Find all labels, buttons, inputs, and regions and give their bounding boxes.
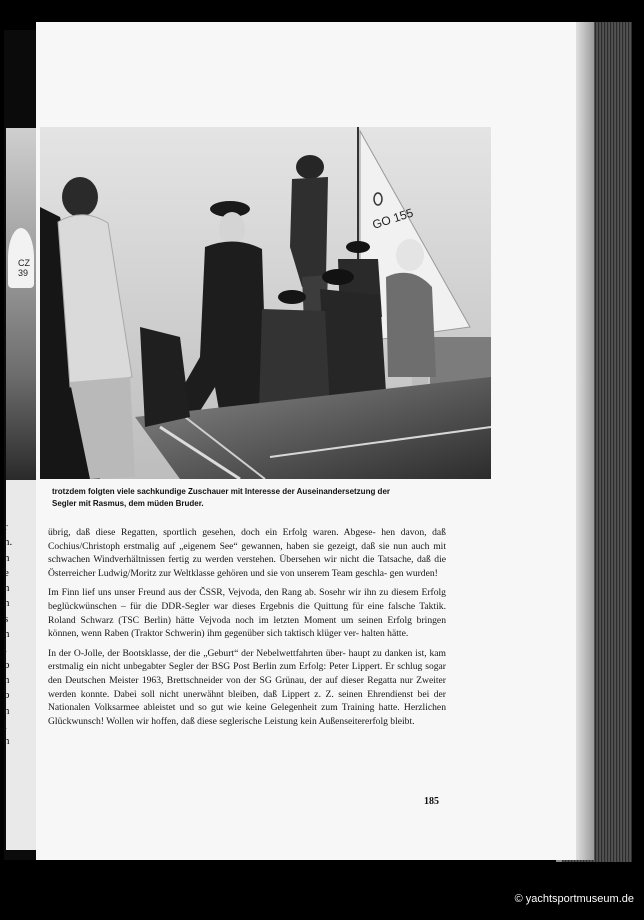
text-line: Im Finn lief uns unser Freund aus der ČSSR, Vejvoda, den Rang ab. Sosehr: [48, 587, 346, 599]
left-page-text: [4, 520, 26, 749]
left-page-letter: b: [4, 689, 10, 702]
text-line: Post Berlin zum Erfolg: Peter Lippert. Er schlug sogar den Deutschen Meister: [48, 661, 447, 686]
left-page-letter: b: [4, 658, 10, 671]
paragraph: [48, 526, 446, 580]
left-page-letter: n: [4, 673, 10, 686]
left-page-letter: n: [4, 597, 10, 610]
left-page-letter: n: [4, 735, 10, 748]
left-page-letter: n: [4, 582, 10, 595]
left-sail-mark-2: 39: [18, 268, 29, 278]
text-line: haupt zu danken ist, kam erstmalig ein nicht unbegabter Segler der BSG: [48, 647, 446, 673]
page-number: 185: [424, 796, 439, 807]
text-line: Ergebnis die Quittung für eine falsche Taktik. Roland Schwarz (TSC Berlin): [48, 600, 446, 626]
left-sail: [8, 228, 34, 288]
page-gutter-shadow: [576, 22, 594, 860]
photo-caption: [52, 486, 448, 510]
left-page-letter: i: [4, 719, 8, 732]
text-line: haben sie gezeigt, daß sie nun auch mit schwachen Windverhältnissen fertig: [48, 540, 446, 566]
left-page-letter: s: [4, 612, 9, 625]
left-page-letter: h: [4, 551, 10, 564]
regatta-photo: [40, 127, 491, 479]
text-line: Gelegenheit zum Training hatte. Herzlichen Glückwunsch! Wollen wir hoffen,: [48, 702, 446, 727]
text-line: 1963, Brettschneider von der SG Grünau, der auf dieser Regatta nur Zweiter: [141, 674, 447, 686]
left-page-letter: r: [4, 521, 8, 533]
text-line: hen davon, daß Cochius/Christoph erstmalig auf „eigenem See“ gewannen,: [48, 527, 446, 552]
caption-line: trotzdem folgten viele sachkundige Zuschauer mit Interesse der Auseinandersetzung der: [52, 487, 391, 496]
text-line: In der O-Jolle, der Bootsklasse, der die „Geburt“ der Nebelwettfahrten über-: [48, 647, 346, 659]
left-page-letter: n.: [4, 536, 13, 549]
paragraph: [48, 586, 446, 640]
text-line: werden konnte. Dabei soll nicht unerwähnt bleiben, daß Lippert z. Z. seinen: [48, 688, 363, 700]
copyright-watermark: © yachtsportmuseum.de: [514, 893, 634, 905]
text-line: hätte Vejvoda noch im letzten Moment um seinen Erfolg bringen können,: [48, 614, 446, 640]
sail-number: GO 155: [370, 205, 415, 232]
text-line: Ehrendienst bei der Nationalen Volksarmee ableistet und so gut wie keine: [48, 688, 446, 714]
left-neighbour-photo: [6, 128, 36, 480]
left-sail-mark-1: CZ: [18, 258, 30, 268]
caption-line: Segler mit Rasmus, dem müden Bruder.: [52, 499, 204, 508]
paragraph: [48, 647, 446, 729]
text-line: daß diese seglerische Leistung kein Außenseitererfolg bleibt.: [180, 715, 415, 727]
text-line: wir ihn zu diesem Erfolg beglückwünschen – für die DDR-Segler war dieses: [48, 587, 446, 612]
text-line: zu werden verstehen. Übersehen wir nicht die Tatsache, daß die Österreicher: [48, 554, 446, 579]
text-line: Ludwig/Moritz zur Weltklasse gehören und sie von unserem Team geschla-: [97, 567, 388, 579]
article-body: [48, 526, 446, 734]
text-line: übrig, daß diese Regatten, sportlich gesehen, doch ein Erfolg waren. Abgese-: [48, 527, 376, 538]
left-page-letter: i: [4, 643, 8, 656]
photo-illustration: [40, 127, 491, 479]
text-line: wenn Raben (Traktor Schwerin) ihm gegenüber sich taktisch klüger ver-: [81, 628, 359, 640]
text-line: halten hätte.: [361, 628, 409, 640]
left-page-letter: e: [4, 566, 9, 579]
left-page-letter: n: [4, 704, 10, 717]
left-page-letter: n: [4, 628, 10, 641]
text-line: gen wurden!: [389, 567, 438, 579]
